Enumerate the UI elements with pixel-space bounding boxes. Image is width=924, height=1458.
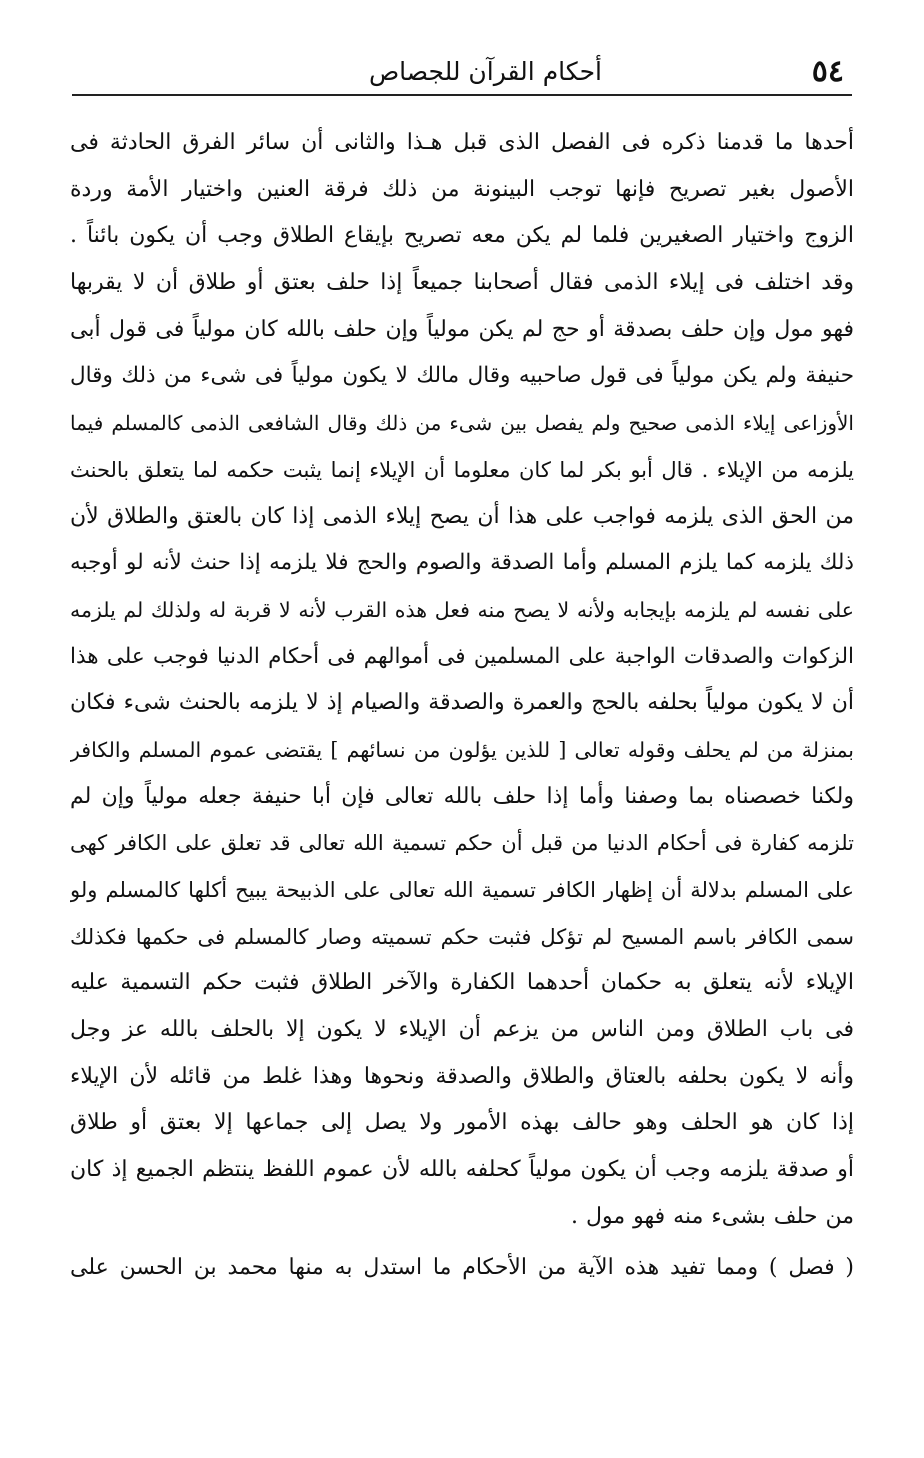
text-line: حنيفة ولم يكن مولياً فى قول صاحبيه وقال مالك لا يكون مولياً فى شىء من ذلك وقال — [70, 363, 854, 389]
text-line: الأصول بغير تصريح فإنها توجب البينونة من ذلك فرقة العنين واختيار الأمة وردة — [70, 176, 854, 202]
running-title: أحكام القرآن للجصاص — [368, 57, 602, 86]
text-line: على نفسه لم يلزمه بإيجابه ولأنه لا يصح منه فعل هذه القرب لأنه لا قربة له ولذلك لم يلزمه — [70, 597, 854, 622]
text-line: من حلف بشىء منه فهو مول . — [571, 1203, 854, 1229]
text-line: أحدها ما قدمنا ذكره فى الفصل الذى قبل هـذا والثانى أن سائر الفرق الحادثة فى — [70, 130, 854, 155]
text-line: الأوزاعى إيلاء الذمى صحيح ولم يفصل بين شىء من ذلك وقال الشافعى الذمى كالمسلم فيما — [70, 411, 854, 436]
body-text — [70, 120, 854, 1291]
text-line: فهو مول وإن حلف بصدقة أو حج لم يكن مولياً وإن حلف بالله كان مولياً فى قول أبى — [70, 316, 854, 342]
text-line: ولكنا خصصناه بما وصفنا وأما إذا حلف بالله تعالى فإن أبا حنيفة جعله مولياً وإن لم — [70, 783, 854, 809]
text-line: سمى الكافر باسم المسيح لم تؤكل فثبت حكم تسميته وصار كالمسلم فى حكمها فكذلك — [70, 924, 854, 949]
text-line: أن لا يكون مولياً بحلفه بالحج والعمرة والصدقة والصيام إذ لا يلزمه بالحنث شىء فكان — [70, 690, 854, 716]
section-heading-line: ( فصل ) ومما تفيد هذه الآية من الأحكام ما استدل به منها محمد بن الحسن على — [70, 1254, 854, 1280]
text-line: إذا كان هو الحلف وهو حالف بهذه الأمور ولا يصل إلى جماعها إلا بعتق أو طلاق — [70, 1110, 854, 1136]
text-line: الزوج واختيار الصغيرين فلما لم يكن معه تصريح بإيقاع الطلاق وجب أن يكون بائناً . — [70, 223, 854, 249]
header-divider — [72, 94, 852, 96]
text-line: تلزمه كفارة فى أحكام الدنيا من قبل أن حكم تسمية الله تعالى قد تعلق على الكافر كهى — [70, 831, 854, 856]
text-line: وقد اختلف فى إيلاء الذمى فقال أصحابنا جميعاً إذا حلف بعتق أو طلاق أن لا يقربها — [70, 270, 854, 296]
text-line: يلزمه من الإيلاء . قال أبو بكر لما كان معلوما أن الإيلاء إنما يثبت حكمه لما يتعلق بالحنث — [70, 457, 854, 482]
page-number: ٥٤ — [811, 54, 844, 89]
text-line: أو صدقة يلزمه وجب أن يكون مولياً كحلفه بالله لأن عموم اللفظ ينتظم الجميع إذ كان — [70, 1157, 854, 1183]
text-line: على المسلم بدلالة أن إظهار الكافر تسمية الله تعالى على الذبيحة يبيح أكلها كالمسلم ولو — [70, 878, 854, 902]
text-line: ذلك يلزمه كما يلزم المسلم وأما الصدقة والصوم والحج فلا يلزمه إذا حنث لأنه لو أوجبه — [70, 550, 854, 576]
text-line: وأنه لا يكون بحلفه بالعتاق والطلاق والصدقة ونحوها وهذا غلط من قائله لأن الإيلاء — [70, 1063, 854, 1089]
text-line: الزكوات والصدقات الواجبة على المسلمين فى أموالهم فى أحكام الدنيا فوجب على هذا — [70, 643, 854, 669]
text-line: من الحق الذى يلزمه فواجب على هذا أن يصح إيلاء الذمى إذا كان بالعتق والطلاق لأن — [70, 503, 854, 529]
text-line: فى باب الطلاق ومن الناس من يزعم أن الإيلاء لا يكون إلا بالحلف بالله عز وجل — [70, 1017, 854, 1043]
page-header — [72, 52, 852, 92]
text-line: الإيلاء لأنه يتعلق به حكمان أحدهما الكفارة والآخر الطلاق فثبت حكم التسمية عليه — [70, 970, 854, 996]
text-line: بمنزلة من لم يحلف وقوله تعالى [ للذين يؤلون من نسائهم ] يقتضى عموم المسلم والكافر — [70, 737, 854, 762]
